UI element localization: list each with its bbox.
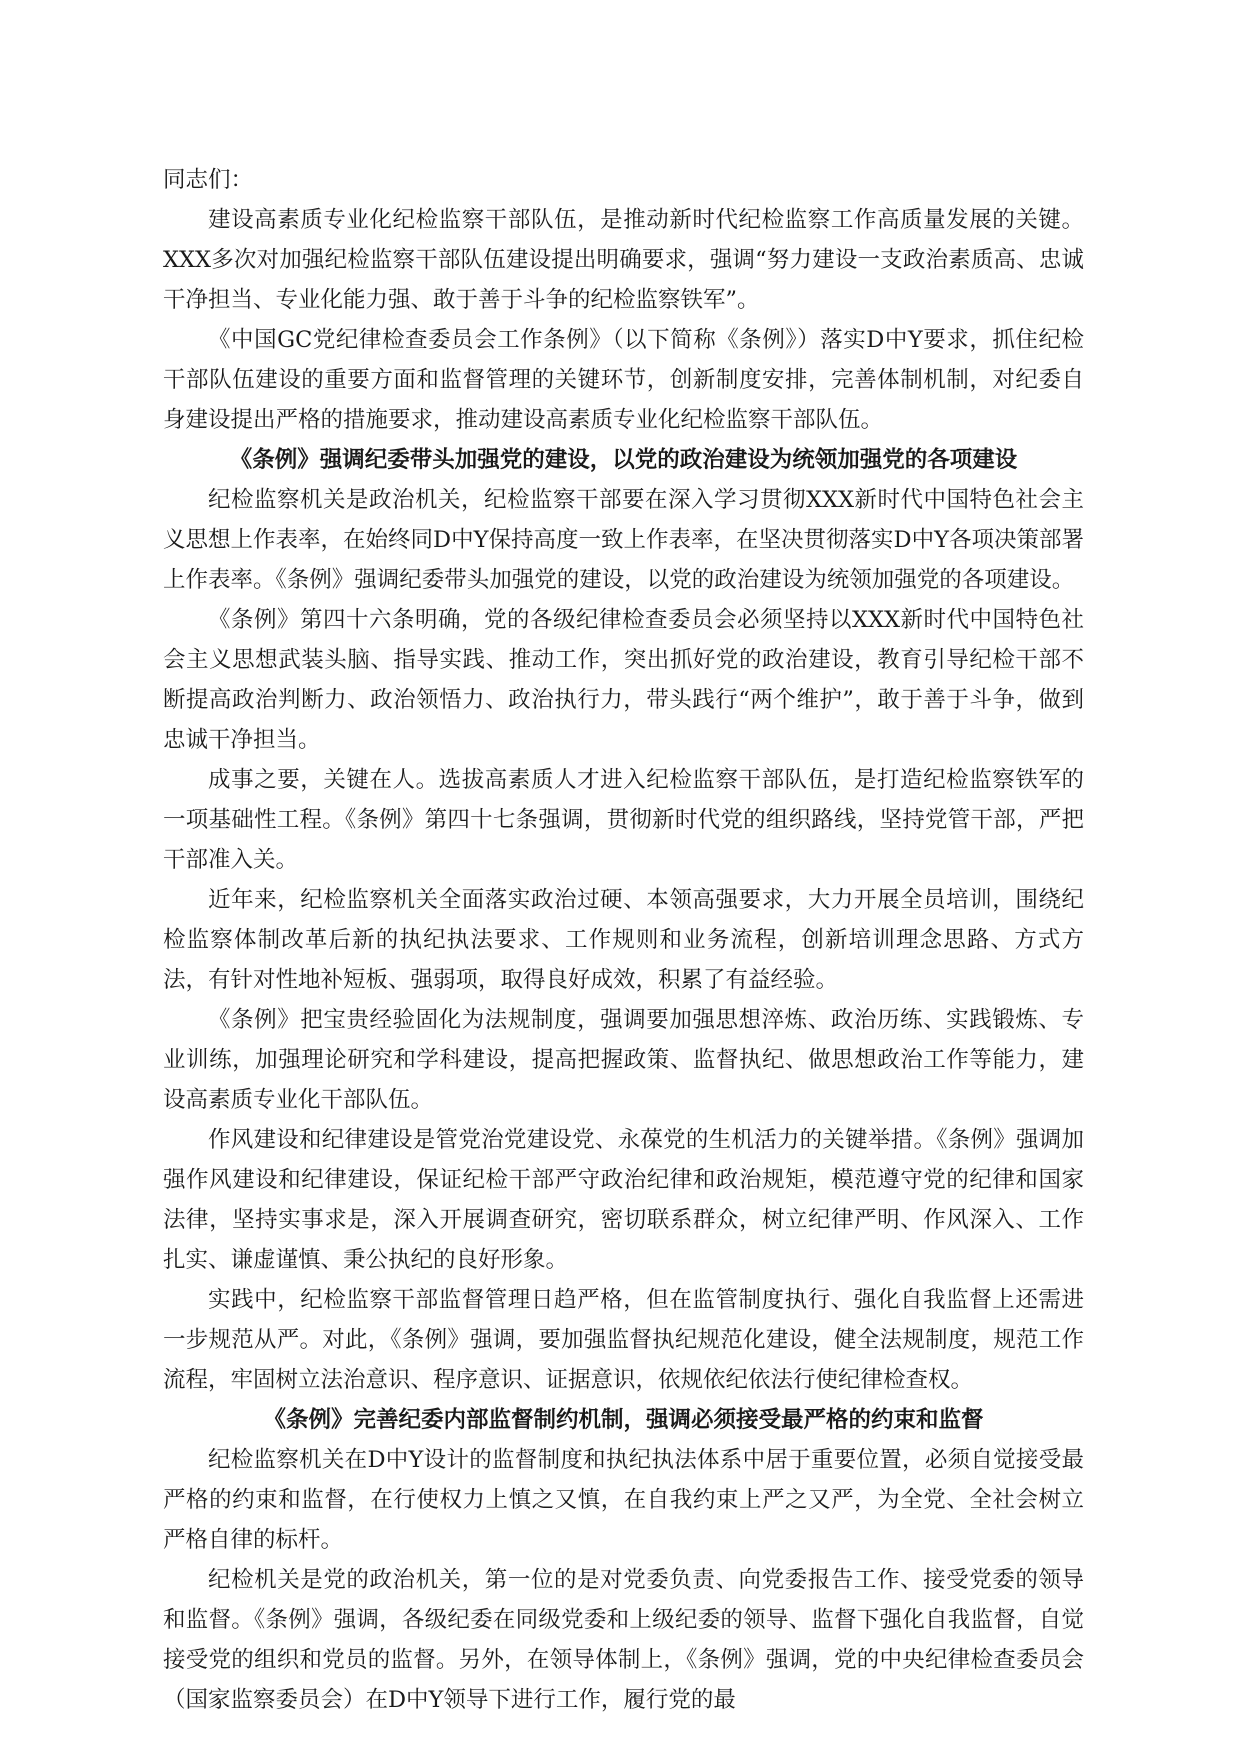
greeting: 同志们：: [163, 167, 254, 193]
section-heading: 《条例》强调纪委带头加强党的建设，以党的政治建设为统领加强党的各项建设: [229, 447, 1018, 473]
paragraph: 《中国GC党纪律检查委员会工作条例》（以下简称《条例》）落实D中Y要求，抓住纪检干部队伍建设的重要方面和监督管理的关键环节，创新制度安排，完善体制机制，对纪委自身建设提出严格的措施要求，推动建设高素质专业化纪检监察干部队伍。: [163, 327, 1084, 433]
section-heading: 《条例》完善纪委内部监督制约机制，强调必须接受最严格的约束和监督: [263, 1407, 984, 1433]
paragraph: 《条例》把宝贵经验固化为法规制度，强调要加强思想淬炼、政治历练、实践锻炼、专业训练，加强理论研究和学科建设，提高把握政策、监督执纪、做思想政治工作等能力，建设高素质专业化干部队伍。: [163, 1007, 1084, 1113]
paragraph: 纪检监察机关是政治机关，纪检监察干部要在深入学习贯彻XXX新时代中国特色社会主义思想上作表率，在始终同D中Y保持高度一致上作表率，在坚决贯彻落实D中Y各项决策部署上作表率。《条例》强调纪委带头加强党的建设，以党的政治建设为统领加强党的各项建设。: [163, 487, 1084, 593]
paragraph: 《条例》第四十六条明确，党的各级纪律检查委员会必须坚持以XXX新时代中国特色社会主义思想武装头脑、指导实践、推动工作，突出抓好党的政治建设，教育引导纪检干部不断提高政治判断力、政治领悟力、政治执行力，带头践行“两个维护”，敢于善于斗争，做到忠诚干净担当。: [163, 607, 1084, 753]
paragraph: 建设高素质专业化纪检监察干部队伍，是推动新时代纪检监察工作高质量发展的关键。XXX多次对加强纪检监察干部队伍建设提出明确要求，强调“努力建设一支政治素质高、忠诚干净担当、专业化能力强、敢于善于斗争的纪检监察铁军”。: [163, 207, 1084, 313]
document-body: [163, 160, 1084, 1720]
paragraph: 实践中，纪检监察干部监督管理日趋严格，但在监管制度执行、强化自我监督上还需进一步规范从严。对此，《条例》强调，要加强监督执纪规范化建设，健全法规制度，规范工作流程，牢固树立法治意识、程序意识、证据意识，依规依纪依法行使纪律检查权。: [163, 1287, 1084, 1393]
paragraph: 纪检监察机关在D中Y设计的监督制度和执纪执法体系中居于重要位置，必须自觉接受最严格的约束和监督，在行使权力上慎之又慎，在自我约束上严之又严，为全党、全社会树立严格自律的标杆。: [163, 1447, 1084, 1553]
paragraph: 纪检机关是党的政治机关，第一位的是对党委负责、向党委报告工作、接受党委的领导和监督。《条例》强调，各级纪委在同级党委和上级纪委的领导、监督下强化自我监督，自觉接受党的组织和党员的监督。另外，在领导体制上，《条例》强调，党的中央纪律检查委员会（国家监察委员会）在D中Y领导下进行工作，履行党的最: [163, 1567, 1084, 1713]
paragraph: 作风建设和纪律建设是管党治党建设党、永葆党的生机活力的关键举措。《条例》强调加强作风建设和纪律建设，保证纪检干部严守政治纪律和政治规矩，模范遵守党的纪律和国家法律，坚持实事求是，深入开展调查研究，密切联系群众，树立纪律严明、作风深入、工作扎实、谦虚谨慎、秉公执纪的良好形象。: [163, 1127, 1084, 1273]
paragraph: 成事之要，关键在人。选拔高素质人才进入纪检监察干部队伍，是打造纪检监察铁军的一项基础性工程。《条例》第四十七条强调，贯彻新时代党的组织路线，坚持党管干部，严把干部准入关。: [163, 767, 1084, 873]
paragraph: 近年来，纪检监察机关全面落实政治过硬、本领高强要求，大力开展全员培训，围绕纪检监察体制改革后新的执纪执法要求、工作规则和业务流程，创新培训理念思路、方式方法，有针对性地补短板、强弱项，取得良好成效，积累了有益经验。: [163, 887, 1084, 993]
